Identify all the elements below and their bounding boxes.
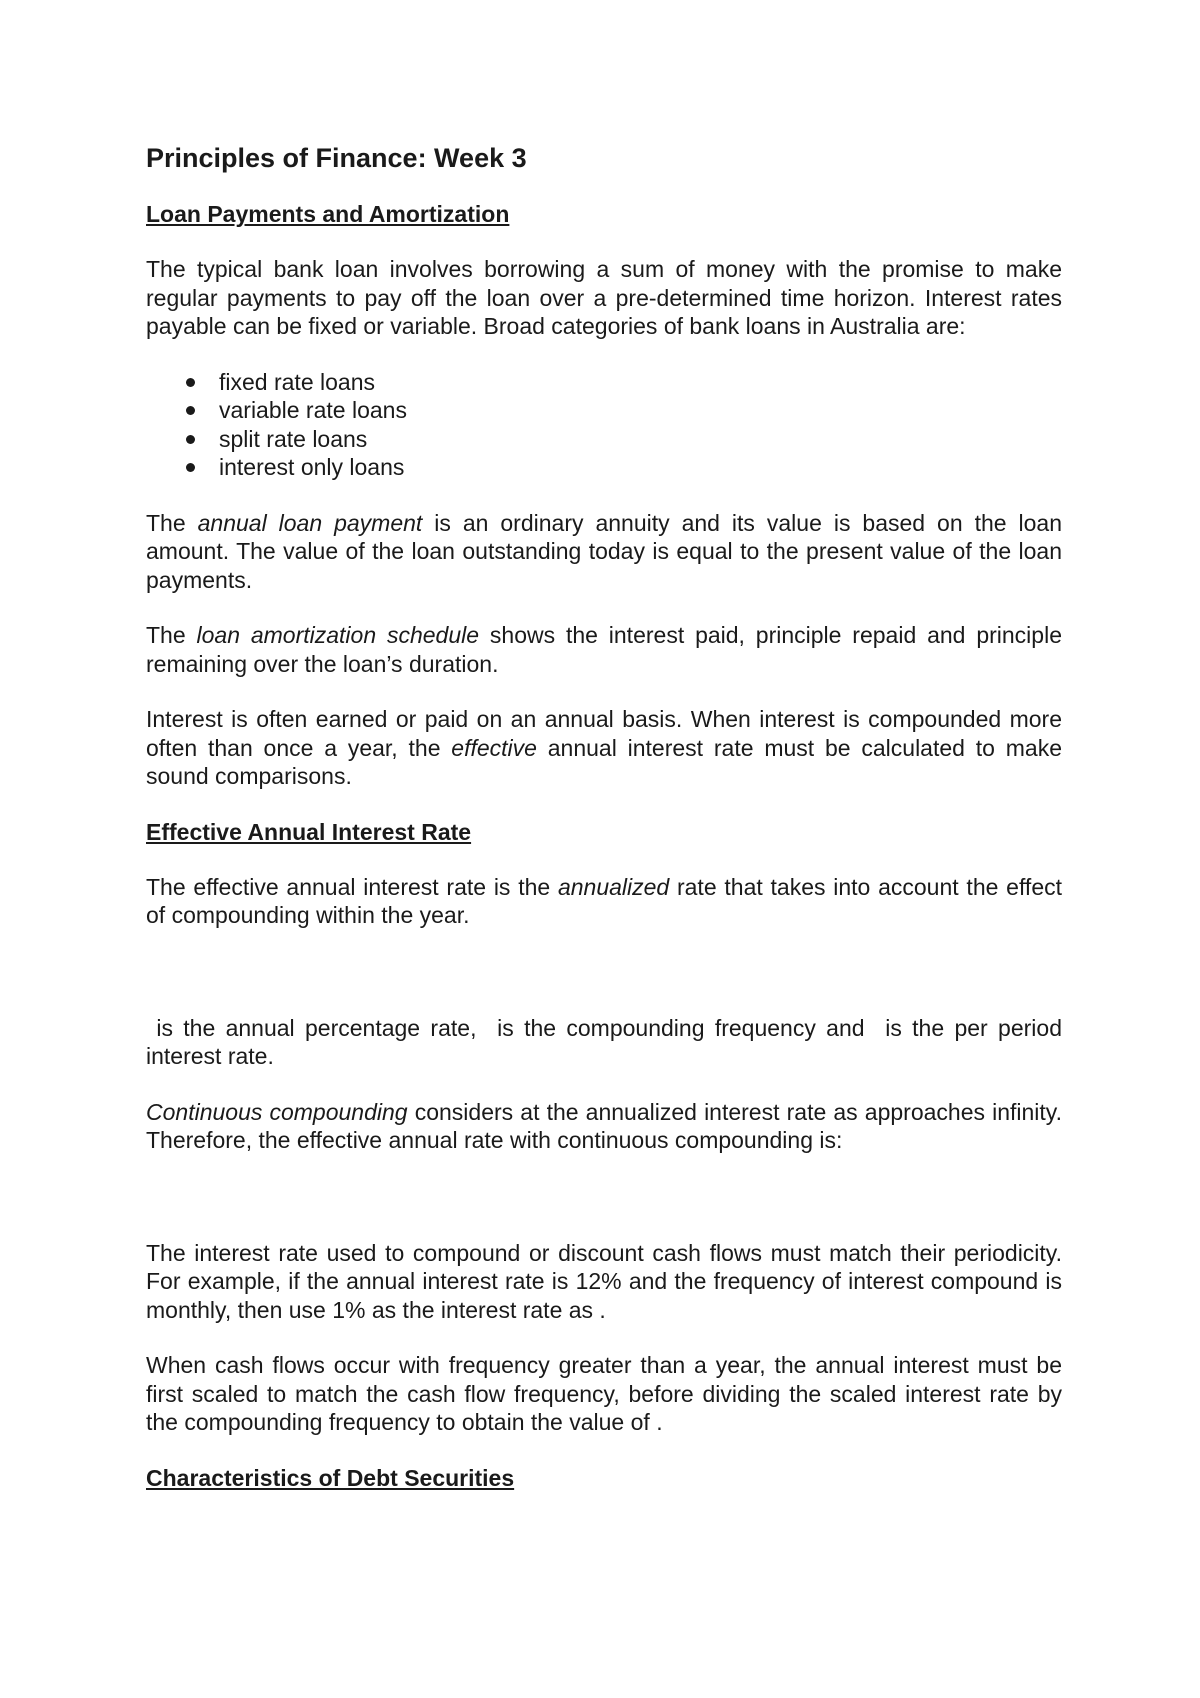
list-item-label: variable rate loans — [219, 397, 407, 423]
text-run: The — [146, 509, 198, 536]
section-heading-effective-annual-rate: Effective Annual Interest Rate — [146, 818, 472, 845]
section-heading-debt-securities: Characteristics of Debt Securities — [146, 1464, 515, 1491]
paragraph-periodicity: The interest rate used to compound or discount cash flows must match their periodicity. For example, if the annual interest rate is 12% and the frequency of interest compound is monthly, then use 1% as the interest rate as . — [146, 1239, 1062, 1323]
emphasis-term: Continuous compounding — [146, 1098, 408, 1125]
text-run: considers at the annualized interest rate as approaches infinity. Therefore, the effective annual rate with continuous compounding is: — [146, 1098, 1062, 1153]
emphasis-term: loan amortization schedule — [196, 622, 480, 648]
text-run: is an ordinary annuity and its value is based on the loan amount. The value of the loan outstanding today is equal to the present value of the loan payments. — [146, 509, 1062, 593]
paragraph-cash-flow-frequency: When cash flows occur with frequency greater than a year, the annual interest must be first scaled to match the cash flow frequency, before dividing the scaled interest rate by the compounding frequency to obtain the value of . — [146, 1352, 1062, 1435]
bullet-icon — [186, 378, 195, 387]
list-item — [146, 396, 1062, 425]
text-run: rate that takes into account the effect of compounding within the year. — [146, 873, 1063, 928]
list-item-label: split rate loans — [219, 425, 368, 452]
paragraph-effective-annual-definition — [146, 873, 1062, 930]
document-title: Principles of Finance: Week 3 — [146, 143, 527, 173]
text-run: The — [146, 622, 197, 648]
formula-placeholder — [146, 1155, 1062, 1239]
bullet-icon — [186, 463, 195, 472]
paragraph-bank-loan-intro: The typical bank loan involves borrowing a sum of money with the promise to make regular payments to pay off the loan over a pre-determined time horizon. Interest rates payable can be fixed or variable. Broad categories of bank loans in Australia are: — [146, 256, 1062, 339]
text-run: The effective annual interest rate is the — [146, 873, 558, 900]
formula-placeholder — [146, 930, 1062, 1014]
section-heading-loan-payments: Loan Payments and Amortization — [146, 201, 510, 227]
emphasis-term: effective — [451, 734, 537, 761]
list-item — [146, 368, 1062, 397]
document-page — [146, 140, 1069, 1492]
list-item-label: fixed rate loans — [219, 368, 375, 395]
list-item-label: interest only loans — [219, 454, 405, 480]
loan-types-list — [146, 368, 1062, 482]
text-run: annual interest rate must be calculated to make sound comparisons. — [146, 734, 1062, 789]
paragraph-annual-loan-payment — [146, 509, 1062, 595]
paragraph-variable-definitions: is the annual percentage rate, is the compounding frequency and is the per period interest rate. — [146, 1014, 1069, 1069]
bullet-icon — [186, 406, 195, 415]
paragraph-effective-rate-intro — [146, 705, 1062, 791]
emphasis-term: annual loan payment — [197, 509, 423, 536]
text-run: shows the interest paid, principle repaid and principle remaining over the loan’s duration. — [146, 622, 1062, 677]
list-item — [146, 425, 1062, 454]
paragraph-continuous-compounding — [146, 1098, 1062, 1155]
bullet-icon — [186, 435, 195, 444]
emphasis-term: annualized — [557, 873, 670, 900]
list-item — [146, 453, 1062, 482]
text-run: Interest is often earned or paid on an annual basis. When interest is compounded more often than once a year, the — [146, 706, 1062, 761]
paragraph-amortization-schedule — [146, 621, 1062, 678]
